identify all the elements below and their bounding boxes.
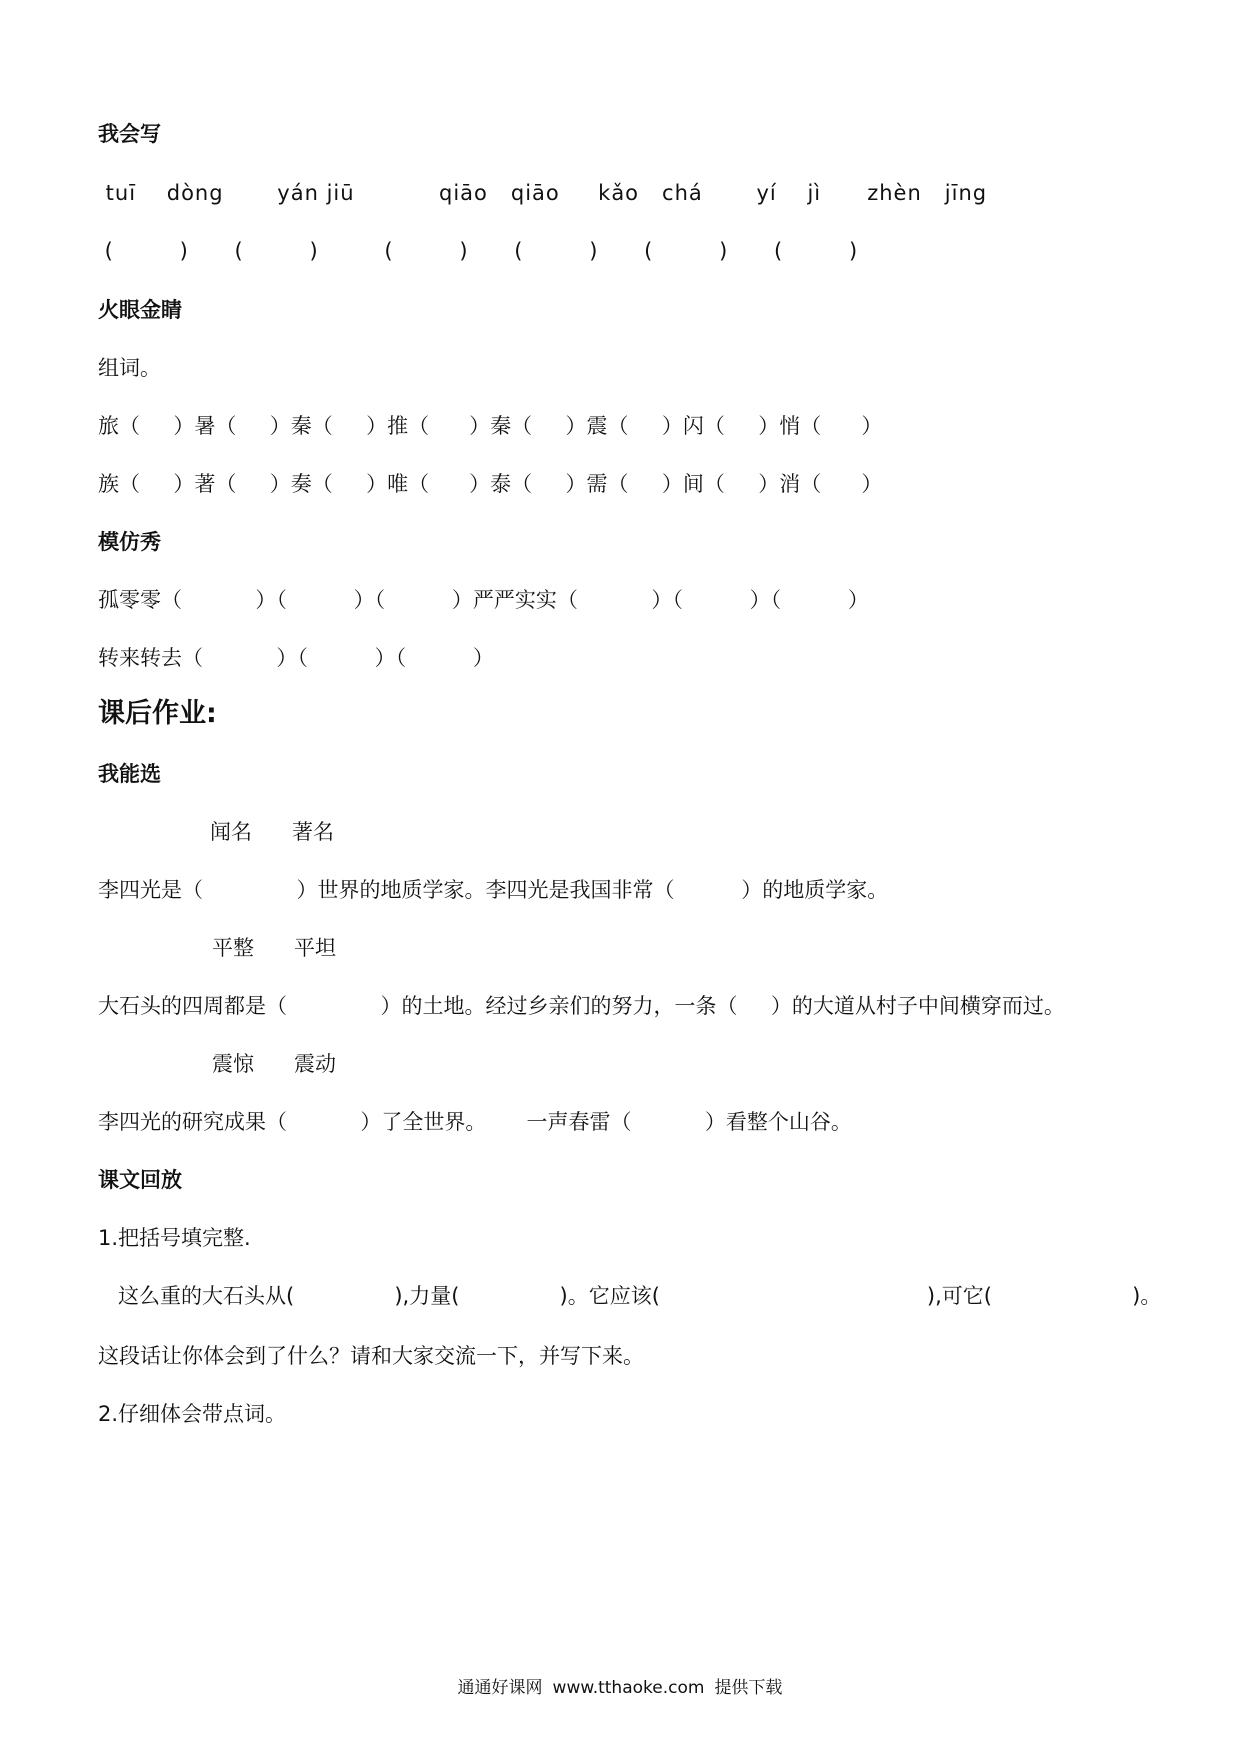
choice-1-sentence: 李四光是（ ）世界的地质学家。李四光是我国非常（ ）的地质学家。 bbox=[98, 878, 889, 902]
section-title-choose: 我能选 bbox=[98, 762, 161, 786]
question-2-title: 2.仔细体会带点词。 bbox=[98, 1402, 287, 1426]
zuci-row-1: 旅（ ）暑（ ）秦（ ）推（ ）秦（ ）震（ ）闪（ ）悄（ ） bbox=[98, 414, 883, 438]
choice-2-sentence: 大石头的四周都是（ ）的土地。经过乡亲们的努力，一条（ ）的大道从村子中间横穿而过。 bbox=[98, 994, 1065, 1018]
section-title-imitate: 模仿秀 bbox=[98, 530, 161, 554]
answer-brackets-row: ( ) ( ) ( ) ( ) ( ) ( ) bbox=[98, 239, 858, 263]
pinyin-row: tuī dòng yán jiū qiāo qiāo kǎo chá yí jì zhèn jīng bbox=[98, 181, 988, 205]
section-title-homework: 课后作业: bbox=[98, 698, 217, 729]
choice-3-sentence: 李四光的研究成果（ ）了全世界。 一声春雷（ ）看整个山谷。 bbox=[98, 1110, 852, 1134]
question-1-sentence: 这么重的大石头从( ),力量( )。它应该( ),可它( )。 bbox=[118, 1284, 1162, 1308]
question-1-prompt: 这段话让你体会到了什么？请和大家交流一下，并写下来。 bbox=[98, 1344, 644, 1368]
zuci-label: 组词。 bbox=[98, 356, 161, 380]
question-1-title: 1.把括号填完整. bbox=[98, 1226, 251, 1250]
choice-2-words: 平整 平坦 bbox=[212, 936, 337, 960]
choice-3-words: 震惊 震动 bbox=[212, 1052, 337, 1076]
footer-url[interactable]: www.tthaoke.com bbox=[552, 1678, 705, 1698]
page-footer bbox=[0, 1676, 1240, 1700]
choice-1-words: 闻名 著名 bbox=[210, 820, 335, 844]
section-title-write: 我会写 bbox=[98, 122, 161, 146]
section-title-eye: 火眼金睛 bbox=[98, 298, 182, 322]
imitate-row-2: 转来转去（ ）（ ）（ ） bbox=[98, 646, 494, 670]
footer-site: 通通好课网 bbox=[457, 1678, 543, 1698]
zuci-row-2: 族（ ）著（ ）奏（ ）唯（ ）泰（ ）需（ ）间（ ）消（ ） bbox=[98, 472, 883, 496]
imitate-row-1: 孤零零（ ）（ ）（ ）严严实实（ ）（ ）（ ） bbox=[98, 588, 869, 612]
footer-tail: 提供下载 bbox=[714, 1678, 783, 1698]
section-title-review: 课文回放 bbox=[98, 1168, 182, 1192]
